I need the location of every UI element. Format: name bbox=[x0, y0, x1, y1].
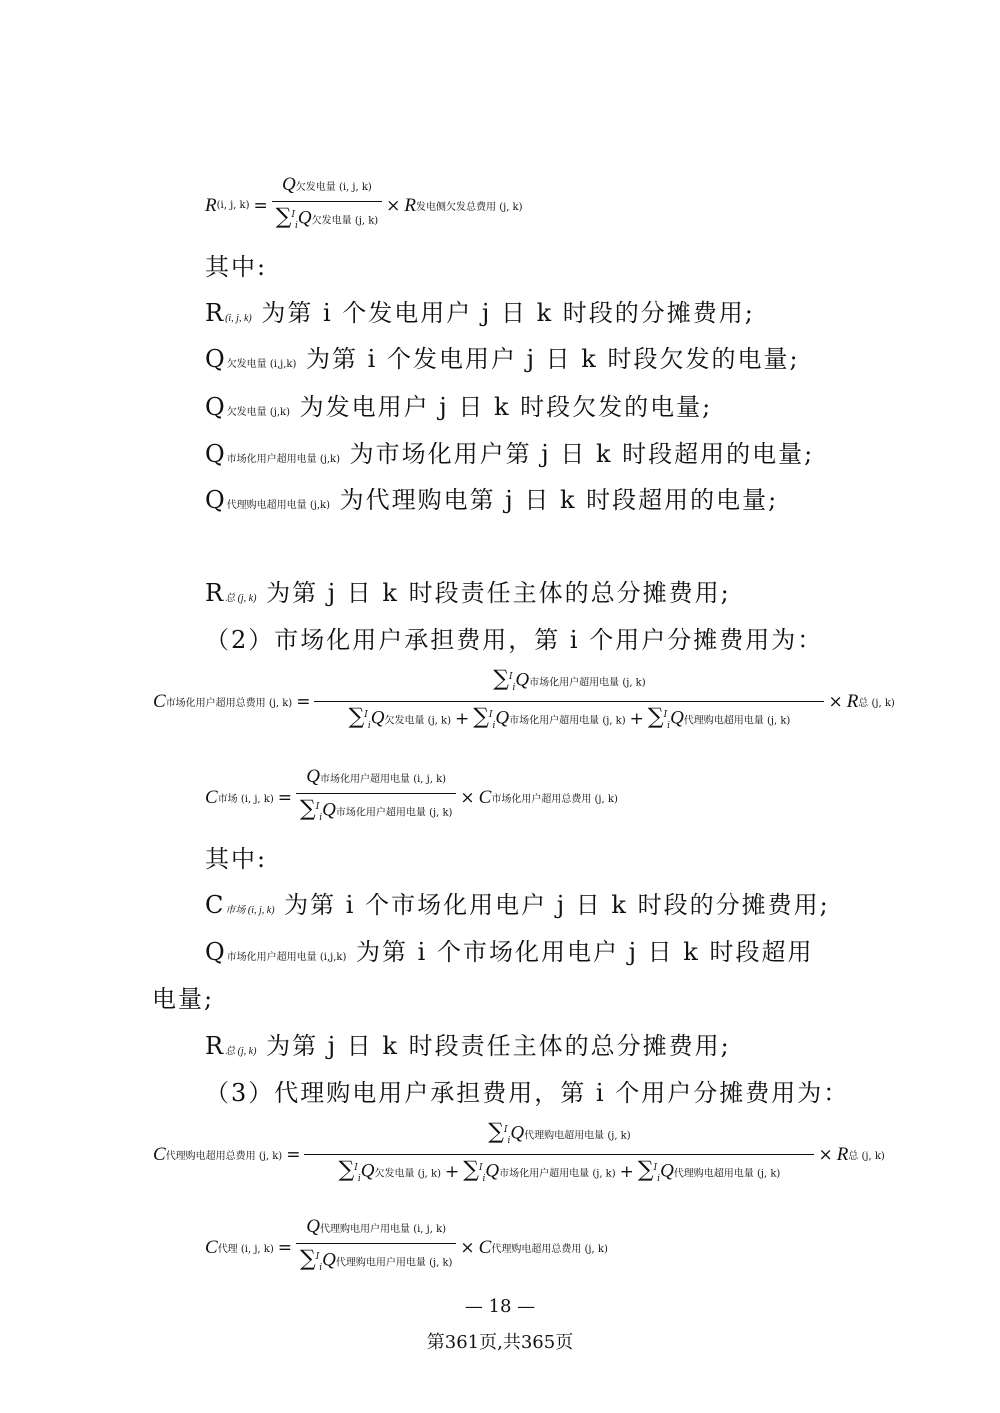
formula-1 bbox=[205, 172, 523, 239]
numerator-sub: 代理购电用户用电量 (i, j, k) bbox=[320, 1224, 447, 1235]
def-text: 为市场化用户第 j 日 k 时段超用的电量; bbox=[349, 440, 815, 468]
sigma-sub: i bbox=[512, 683, 516, 694]
def-sub: 市场 (i, j, k) bbox=[225, 905, 275, 916]
term-sub: 欠发电量 (j, k) bbox=[384, 715, 451, 727]
numerator-sub: 欠发电量 (i, j, k) bbox=[295, 182, 372, 193]
equals-sign: = bbox=[286, 1144, 301, 1165]
def-text: 为第 i 个发电用户 j 日 k 时段欠发的电量; bbox=[306, 345, 800, 373]
equals-sign: = bbox=[296, 691, 311, 712]
term-symbol: Q bbox=[485, 1160, 500, 1182]
equals-sign: = bbox=[277, 1237, 292, 1258]
def-sub: 总 (j, k) bbox=[225, 1046, 257, 1057]
sigma-icon: ∑ bbox=[647, 704, 664, 730]
def-symbol: Q bbox=[205, 345, 227, 373]
sigma-icon: ∑ bbox=[275, 204, 292, 230]
def-sub: 欠发电量 (i,j,k) bbox=[226, 359, 297, 370]
sigma-sup: I bbox=[315, 802, 320, 812]
times-sign: × bbox=[460, 1237, 475, 1258]
sigma-icon: ∑ bbox=[348, 704, 365, 730]
times-sign: × bbox=[386, 195, 401, 216]
term-symbol: Q bbox=[660, 1160, 674, 1182]
formula-3-rhs-sub: 市场化用户超用总费用 (j, k) bbox=[491, 794, 618, 806]
formula-2-rhs: R bbox=[846, 690, 859, 712]
sigma-sub: i bbox=[492, 721, 496, 732]
sigma-sup: I bbox=[653, 1163, 658, 1174]
formula-2-lhs: C bbox=[153, 690, 166, 712]
formula-5-lhs: C bbox=[205, 1236, 218, 1258]
formula-3 bbox=[205, 764, 618, 831]
sigma-icon: ∑ bbox=[300, 796, 316, 822]
formula-4-rhs-sub: 总 (j, k) bbox=[848, 1151, 885, 1163]
def-line bbox=[205, 439, 814, 475]
def-text: 为代理购电第 j 日 k 时段超用的电量; bbox=[339, 486, 779, 514]
formula-5-rhs-sub: 代理购电超用总费用 (j, k) bbox=[491, 1244, 608, 1256]
sigma-sup: I bbox=[663, 710, 668, 721]
formula-1-lhs: R bbox=[205, 194, 217, 216]
term-sub: 市场化用户超用电量 (j, k) bbox=[499, 1168, 616, 1180]
formula-5 bbox=[205, 1214, 608, 1281]
denominator-sub: 代理购电用户用电量 (j, k) bbox=[335, 1257, 453, 1269]
sigma-sup: I bbox=[503, 1125, 508, 1135]
def-line bbox=[205, 1031, 731, 1067]
term-sub: 欠发电量 (j, k) bbox=[374, 1168, 441, 1180]
formula-5-lhs-sub: 代理 (i, j, k) bbox=[217, 1244, 274, 1256]
formula-1-rhs: R bbox=[404, 194, 417, 216]
numerator-sub: 市场化用户超用电量 (i, j, k) bbox=[320, 774, 447, 785]
sigma-sub: i bbox=[319, 813, 323, 824]
sigma-icon: ∑ bbox=[493, 666, 509, 692]
sigma-icon: ∑ bbox=[473, 704, 489, 730]
term-sub: 代理购电超用电量 (j, k) bbox=[673, 1168, 781, 1180]
def-symbol: R bbox=[205, 299, 226, 327]
def-symbol: R bbox=[205, 579, 226, 607]
def-line bbox=[205, 937, 813, 973]
term-symbol: Q bbox=[495, 707, 510, 729]
plus-sign: + bbox=[444, 1161, 460, 1182]
where-label: 其中: bbox=[205, 253, 268, 281]
sigma-icon: ∑ bbox=[300, 1246, 316, 1272]
def-sub: 市场化用户超用电量 (i,j,k) bbox=[226, 952, 347, 963]
times-sign: × bbox=[828, 691, 843, 712]
equals-sign: = bbox=[277, 787, 292, 808]
def-sub: (i, j, k) bbox=[225, 313, 252, 324]
formula-3-lhs: C bbox=[205, 786, 218, 808]
numerator-sub: 市场化用户超用电量 (j, k) bbox=[529, 677, 646, 689]
term-symbol: Q bbox=[670, 707, 684, 729]
def-symbol: Q bbox=[205, 440, 227, 468]
formula-4-lhs-sub: 代理购电超用总费用 (j, k) bbox=[165, 1151, 283, 1163]
numerator-symbol: Q bbox=[515, 669, 530, 691]
def-line bbox=[205, 578, 731, 614]
sigma-sup: I bbox=[364, 710, 368, 721]
def-symbol: Q bbox=[205, 486, 227, 514]
def-symbol: Q bbox=[205, 393, 227, 421]
term-sub: 市场化用户超用电量 (j, k) bbox=[509, 715, 626, 727]
denominator-symbol: Q bbox=[322, 1249, 336, 1271]
def-symbol: C bbox=[205, 891, 226, 919]
sigma-sup: I bbox=[478, 1163, 483, 1174]
equals-sign: = bbox=[253, 195, 268, 216]
numerator-symbol: Q bbox=[510, 1122, 525, 1144]
where-label: 其中: bbox=[205, 845, 268, 873]
formula-4 bbox=[153, 1117, 885, 1192]
formula-5-rhs: C bbox=[478, 1236, 492, 1258]
numerator-symbol: Q bbox=[306, 766, 321, 787]
def-sub: 欠发电量 (j,k) bbox=[226, 407, 291, 418]
term-sub: 代理购电超用电量 (j, k) bbox=[683, 715, 791, 727]
sigma-sub: i bbox=[357, 1174, 361, 1185]
formula-3-lhs-sub: 市场 (i, j, k) bbox=[217, 794, 274, 806]
plus-sign: + bbox=[629, 708, 644, 729]
page-number: — 18 — bbox=[464, 1296, 536, 1317]
def-text: 为发电用户 j 日 k 时段欠发的电量; bbox=[299, 393, 713, 421]
times-sign: × bbox=[818, 1144, 833, 1165]
sigma-icon: ∑ bbox=[463, 1157, 479, 1183]
def-line bbox=[205, 344, 800, 380]
formula-4-lhs: C bbox=[153, 1143, 166, 1165]
times-sign: × bbox=[460, 787, 475, 808]
numerator-symbol: Q bbox=[282, 174, 296, 195]
sigma-icon: ∑ bbox=[488, 1119, 504, 1145]
plus-sign: + bbox=[619, 1161, 634, 1182]
formula-3-fraction bbox=[296, 764, 456, 831]
sigma-icon: ∑ bbox=[637, 1157, 654, 1183]
term-symbol: Q bbox=[370, 707, 385, 729]
def-line bbox=[205, 392, 712, 428]
formula-1-lhs-sub: (i, j, k) bbox=[216, 200, 250, 212]
sigma-sub: i bbox=[507, 1136, 511, 1147]
def-symbol: Q bbox=[205, 938, 227, 966]
formula-2-fraction bbox=[314, 664, 824, 739]
denominator-symbol: Q bbox=[297, 207, 312, 229]
def-symbol: R bbox=[205, 1032, 226, 1060]
def-text: 为第 i 个发电用户 j 日 k 时段的分摊费用; bbox=[261, 299, 755, 327]
def-line-continuation: 电量; bbox=[152, 985, 215, 1013]
sigma-sub: i bbox=[367, 721, 371, 732]
def-text: 为第 j 日 k 时段责任主体的总分摊费用; bbox=[266, 1032, 731, 1060]
sigma-sub: i bbox=[482, 1174, 486, 1185]
page-counter: 第361页,共365页 bbox=[426, 1332, 574, 1353]
def-sub: 总 (j, k) bbox=[225, 593, 257, 604]
sigma-sub: i bbox=[295, 221, 298, 232]
def-line bbox=[205, 485, 778, 521]
sigma-sub: i bbox=[657, 1174, 661, 1185]
formula-3-rhs: C bbox=[478, 786, 492, 808]
denominator-symbol: Q bbox=[322, 799, 336, 821]
formula-4-rhs: R bbox=[836, 1143, 849, 1165]
def-text: 为第 j 日 k 时段责任主体的总分摊费用; bbox=[266, 579, 731, 607]
formula-1-rhs-sub: 发电侧欠发总费用 (j, k) bbox=[416, 202, 523, 214]
term-symbol: Q bbox=[360, 1160, 375, 1182]
sigma-sup: I bbox=[354, 1163, 358, 1174]
sigma-icon: ∑ bbox=[338, 1157, 355, 1183]
denominator-sub: 市场化用户超用电量 (j, k) bbox=[335, 807, 453, 819]
formula-4-fraction bbox=[304, 1117, 814, 1192]
def-sub: 代理购电超用电量 (j,k) bbox=[226, 500, 331, 511]
section-heading-2: （2）市场化用户承担费用，第 i 个用户分摊费用为： bbox=[205, 626, 824, 654]
sigma-sup: I bbox=[291, 210, 296, 220]
formula-1-fraction bbox=[272, 172, 382, 239]
sigma-sup: I bbox=[508, 672, 513, 682]
sigma-sub: i bbox=[319, 1263, 323, 1274]
def-line bbox=[205, 298, 755, 334]
denominator-sub: 欠发电量 (j, k) bbox=[311, 215, 379, 227]
formula-2 bbox=[153, 664, 895, 739]
section-heading-3: （3）代理购电用户承担费用，第 i 个用户分摊费用为： bbox=[205, 1079, 850, 1107]
sigma-sup: I bbox=[315, 1252, 320, 1262]
numerator-sub: 代理购电超用电量 (j, k) bbox=[524, 1130, 631, 1142]
numerator-symbol: Q bbox=[306, 1216, 321, 1237]
def-text: 为第 i 个市场化用电户 j 日 k 时段超用 bbox=[356, 938, 814, 966]
plus-sign: + bbox=[454, 708, 470, 729]
sigma-sup: I bbox=[488, 710, 493, 721]
sigma-sub: i bbox=[667, 721, 671, 732]
formula-2-lhs-sub: 市场化用户超用总费用 (j, k) bbox=[165, 698, 293, 710]
def-line bbox=[205, 890, 830, 926]
def-sub: 市场化用户超用电量 (j,k) bbox=[226, 454, 341, 465]
formula-5-fraction bbox=[296, 1214, 456, 1281]
def-text: 为第 i 个市场化用电户 j 日 k 时段的分摊费用; bbox=[284, 891, 830, 919]
formula-2-rhs-sub: 总 (j, k) bbox=[858, 698, 895, 710]
